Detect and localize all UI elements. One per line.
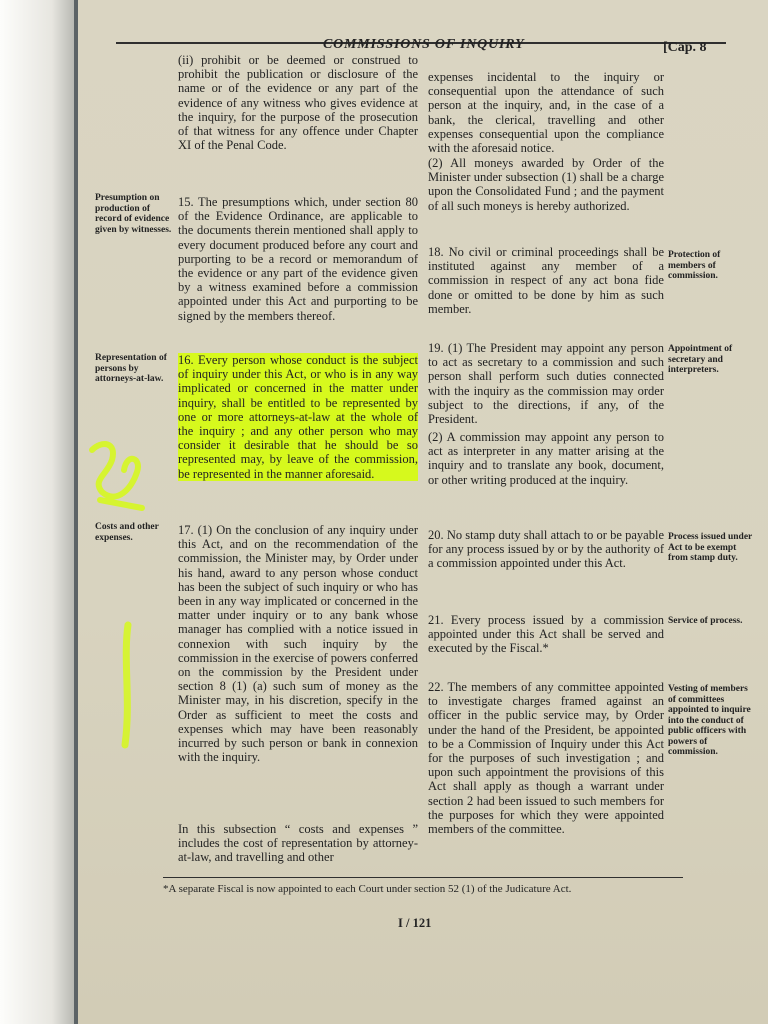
section-15: 15. The presumptions which, under section 80 of the Evidence Ordinance, are applicable to the documents therein mentioned shall apply to every document produced before any court and purporting to be a record or memorandum of the evidence or any part of the evidence given by a witness examined before a commission appointed under this Act and purporting to be signed by the members thereof.	[178, 195, 418, 323]
section-20: 20. No stamp duty shall attach to or be payable for any process issued by or by the authority of a commission appointed under this Act.	[428, 528, 664, 571]
clause-ii: (ii) prohibit or be deemed or construed to prohibit the publication or disclosure of the name or of the evidence or any part of the evidence of any witness who gives evidence at the inquiry, for the purpose of the prosecution of that witness for any offence under Chapter XI of the Penal Code.	[178, 53, 418, 153]
section-16-highlighted: 16. Every person whose conduct is the subject of inquiry under this Act, or who is in any way implicated or concerned in the matter under inquiry, shall be entitled to be represented by one or more attorneys-at-law at the whole of the inquiry ; and any other person who may consider it desirable that he should be so represented may, by leave of the commission, be represented in the manner aforesaid.	[178, 353, 418, 481]
section-22: 22. The members of any committee appointed to investigate charges framed against an officer in the public service may, by Order under the hand of the President, be appointed to be a Commission of Inquiry under this Act for the purposes of such investigation ; and upon such appointment the provisions of this Act shall apply as though a warrant under section 2 had been issued to such members for the purposes for which they were appointed members of the committee.	[428, 680, 664, 837]
facing-page-edge	[0, 0, 74, 1024]
highlighter-scribble-mark	[82, 430, 162, 520]
marginal-note-20: Process issued under Act to be exempt from stamp duty.	[668, 532, 753, 563]
section-18: 18. No civil or criminal proceedings shall be instituted against any member of a commission in respect of any act bona fide done or omitted to be done by him as such member.	[428, 245, 664, 316]
marginal-note-16: Representation of persons by attorneys-at-law.	[95, 353, 167, 384]
marginal-note-18: Protection of members of commission.	[668, 250, 721, 281]
section-21: 21. Every process issued by a commission appointed under this Act shall be served and executed by the Fiscal.*	[428, 613, 664, 656]
page-header-title: COMMISSIONS OF INQUIRY	[323, 37, 525, 52]
footnote-rule	[163, 877, 683, 878]
section-19-1: 19. (1) The President may appoint any person to act as secretary to a commission and such person shall perform such duties connected with the inquiry as the commission may order subject to the directions, if any, of the President.	[428, 341, 664, 427]
marginal-note-17: Costs and other expenses.	[95, 522, 159, 543]
highlighter-line-mark	[113, 620, 143, 750]
marginal-note-21: Service of process.	[668, 616, 743, 626]
page-number: I / 121	[398, 916, 432, 930]
marginal-note-15: Presumption on production of record of evidence given by witnesses.	[95, 193, 172, 235]
footnote: *A separate Fiscal is now appointed to each Court under section 52 (1) of the Judicature Act.	[163, 883, 572, 895]
marginal-note-22: Vesting of members of committees appointed to inquire into the conduct of public officers with powers of commission.	[668, 684, 751, 757]
section-17-subsection: In this subsection “ costs and expenses ” includes the cost of representation by attorney-at-law, and travelling and other	[178, 822, 418, 865]
section-19-2: (2) A commission may appoint any person to act as interpreter in any matter arising at the inquiry and to translate any book, document, or other writing produced at the inquiry.	[428, 430, 664, 487]
chapter-label: [Cap. 8	[663, 40, 707, 55]
section-17: 17. (1) On the conclusion of any inquiry under this Act, and on the recommendation of the commission, the Minister may, by Order under his hand, award to any person whose conduct has been the subject of such inquiry or who has been in any way implicated or concerned in the matter under inquiry or to any bank whose manager has complied with a notice issued in connexion with such inquiry by the commission in the exercise of powers conferred on the commission by the President under section 8 (1) (a) such sum of money as the Minister may, in his discretion, specify in the Order as sufficient to meet the costs and expenses which may have been reasonably incurred by such person or bank in connexion with the inquiry.	[178, 523, 418, 765]
section-17-2: (2) All moneys awarded by Order of the Minister under subsection (1) shall be a charge upon the Consolidated Fund ; and the payment of all such moneys is hereby authorized.	[428, 156, 664, 213]
marginal-note-19: Appointment of secretary and interpreters.	[668, 344, 733, 375]
book-page	[78, 0, 768, 1024]
section-17-continued: expenses incidental to the inquiry or consequential upon the attendance of such person at the inquiry, and, in the case of a bank, the clerical, travelling and other expenses consequential upon the compliance with the aforesaid notice.	[428, 70, 664, 156]
